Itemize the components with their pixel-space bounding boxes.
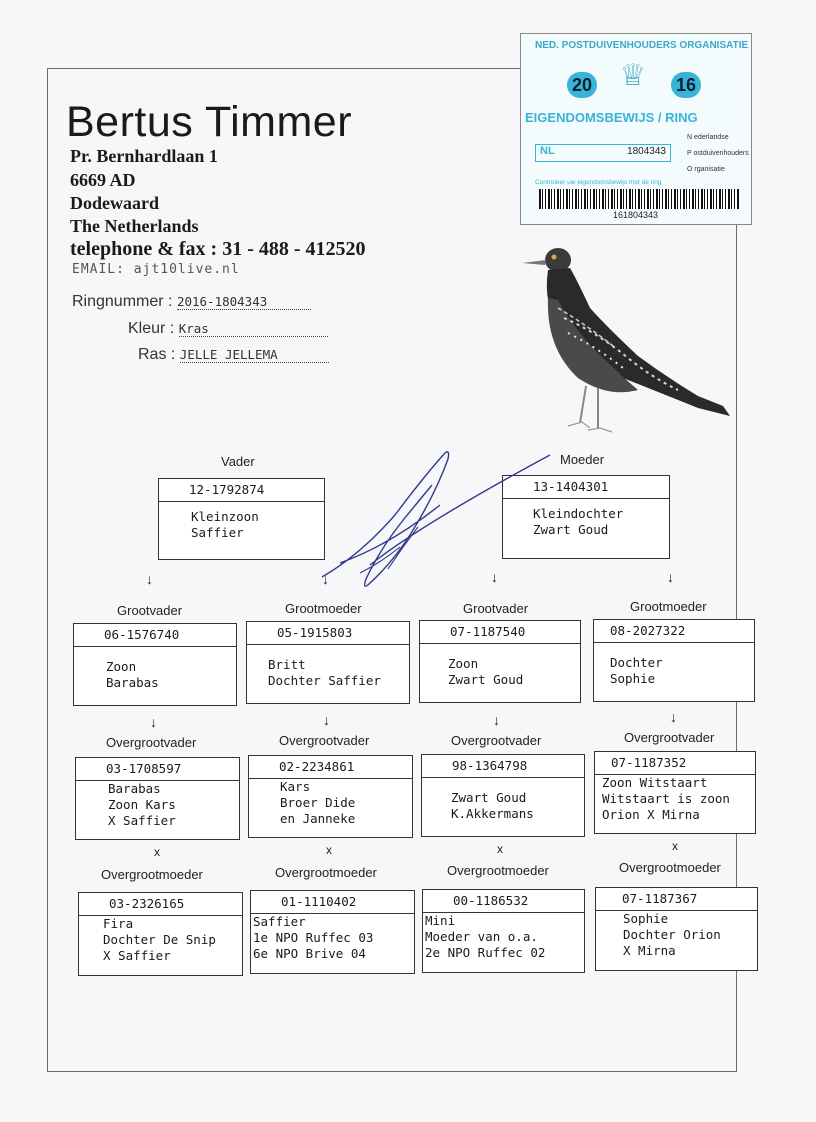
pedigree-box-overgrootvader-2 (248, 755, 413, 838)
arrow-down-icon: ↓ (323, 712, 330, 728)
bird-description: Zoon Witstaart Witstaart is zoon Orion X Mirna (602, 775, 730, 822)
role-label-grootvader: Grootvader (117, 603, 183, 618)
barcode-number: 161804343 (613, 210, 659, 220)
bird-description: Dochter Sophie (610, 655, 663, 686)
field-ras (138, 346, 329, 364)
ring-number: 07-1187352 (595, 752, 755, 775)
pedigree-box-overgrootmoeder-3 (422, 889, 585, 973)
pedigree-box-vader (158, 478, 325, 560)
cross-icon: x (497, 842, 503, 856)
pedigree-box-grootvader-2 (419, 620, 581, 703)
bird-description: Fira Dochter De Snip X Saffier (103, 916, 216, 963)
sticker-country: NL (540, 145, 555, 157)
sticker-npo-line: N ederlandse (687, 134, 729, 141)
bird-description: Saffier 1e NPO Ruffec 03 6e NPO Brive 04 (253, 914, 374, 961)
field-kleur (128, 320, 328, 338)
ring-number: 02-2234861 (249, 756, 412, 779)
pedigree-box-grootmoeder-2 (593, 619, 755, 702)
sticker-footer: Controleer uw eigendomsbewijs met de ring (535, 179, 662, 186)
bird-description: Kleindochter Zwart Goud (533, 506, 624, 537)
sticker-npo-line: O rganisatie (687, 166, 725, 173)
address-telephone: telephone & fax : 31 - 488 - 412520 (70, 238, 366, 260)
pedigree-box-grootvader-1 (73, 623, 237, 706)
role-label-overgrootvader: Overgrootvader (624, 730, 715, 745)
bird-description: Kleinzoon Saffier (191, 509, 259, 540)
ring-number: 98-1364798 (422, 755, 584, 778)
bird-description: Zoon Zwart Goud (448, 656, 524, 687)
field-label: Ras : (138, 346, 176, 363)
email-line: EMAIL: ajt10live.nl (72, 262, 240, 277)
ring-number: 13-1404301 (503, 476, 669, 499)
cross-icon: x (154, 845, 160, 859)
ring-number: 08-2027322 (594, 620, 754, 643)
address-postcode: 6669 AD (70, 170, 136, 190)
arrow-down-icon: ↓ (322, 571, 329, 587)
owner-name: Bertus Timmer (66, 98, 353, 146)
bird-description: Mini Moeder van o.a. 2e NPO Ruffec 02 (425, 913, 546, 960)
pedigree-box-grootmoeder-1 (246, 621, 410, 704)
arrow-down-icon: ↓ (670, 709, 677, 725)
bird-description: Barabas Zoon Kars X Saffier (108, 781, 176, 828)
sticker-npo-line: P ostduivenhouders (687, 150, 749, 157)
cross-icon: x (672, 839, 678, 853)
ring-number: 03-2326165 (79, 893, 242, 916)
bird-description: Zoon Barabas (106, 659, 159, 690)
bird-description: Britt Dochter Saffier (268, 657, 381, 688)
role-label-overgrootvader: Overgrootvader (106, 735, 197, 750)
sticker-band: EIGENDOMSBEWIJS / RING (525, 110, 698, 125)
field-ringnummer (72, 293, 311, 311)
ring-number: 03-1708597 (76, 758, 239, 781)
arrow-down-icon: ↓ (146, 571, 153, 587)
address-country: The Netherlands (70, 216, 199, 236)
role-label-grootmoeder: Grootmoeder (285, 601, 362, 616)
arrow-down-icon: ↓ (150, 714, 157, 730)
bird-description: Kars Broer Dide en Janneke (280, 779, 356, 826)
field-label: Ringnummer : (72, 293, 173, 310)
role-label-overgrootvader: Overgrootvader (451, 733, 542, 748)
ring-number: 05-1915803 (247, 622, 409, 645)
role-label-grootmoeder: Grootmoeder (630, 599, 707, 614)
role-label-grootvader: Grootvader (463, 601, 529, 616)
sticker-year-right: 16 (671, 72, 701, 98)
pedigree-box-overgrootvader-3 (421, 754, 585, 837)
ring-number: 01-1110402 (251, 891, 414, 914)
field-value: 2016-1804343 (177, 294, 311, 310)
bird-description: Sophie Dochter Orion X Mirna (623, 911, 721, 958)
role-label-moeder: Moeder (560, 452, 605, 467)
address-street: Pr. Bernhardlaan 1 (70, 146, 218, 166)
bird-description: Zwart Goud K.Akkermans (451, 790, 534, 821)
role-label-vader: Vader (221, 454, 255, 469)
ownership-sticker (520, 33, 752, 225)
field-value: Kras (179, 321, 328, 337)
field-value: JELLE JELLEMA (180, 347, 329, 363)
address-city: Dodewaard (70, 193, 159, 213)
ring-number: 12-1792874 (159, 479, 324, 502)
cross-icon: x (326, 843, 332, 857)
lion-emblem-icon: ♕ (619, 59, 647, 92)
ring-number: 06-1576740 (74, 624, 236, 647)
pedigree-box-overgrootvader-4 (594, 751, 756, 834)
pedigree-box-overgrootmoeder-4 (595, 887, 758, 971)
role-label-overgrootmoeder: Overgrootmoeder (101, 867, 203, 882)
pigeon-illustration (518, 238, 736, 448)
ring-number: 07-1187367 (596, 888, 757, 911)
role-label-overgrootmoeder: Overgrootmoeder (275, 865, 377, 880)
pedigree-box-moeder (502, 475, 670, 559)
arrow-down-icon: ↓ (493, 712, 500, 728)
pedigree-box-overgrootmoeder-2 (250, 890, 415, 974)
barcode-icon (539, 189, 739, 209)
sticker-ring-box (535, 144, 671, 162)
role-label-overgrootmoeder: Overgrootmoeder (619, 860, 721, 875)
ring-number: 07-1187540 (420, 621, 580, 644)
pedigree-box-overgrootvader-1 (75, 757, 240, 840)
ring-number: 00-1186532 (423, 890, 584, 913)
sticker-year-left: 20 (567, 72, 597, 98)
sticker-ring-number: 1804343 (627, 146, 666, 157)
arrow-down-icon: ↓ (491, 569, 498, 585)
pedigree-box-overgrootmoeder-1 (78, 892, 243, 976)
arrow-down-icon: ↓ (667, 569, 674, 585)
role-label-overgrootmoeder: Overgrootmoeder (447, 863, 549, 878)
sticker-org: NED. POSTDUIVENHOUDERS ORGANISATIE (535, 40, 749, 51)
field-label: Kleur : (128, 320, 175, 337)
role-label-overgrootvader: Overgrootvader (279, 733, 370, 748)
